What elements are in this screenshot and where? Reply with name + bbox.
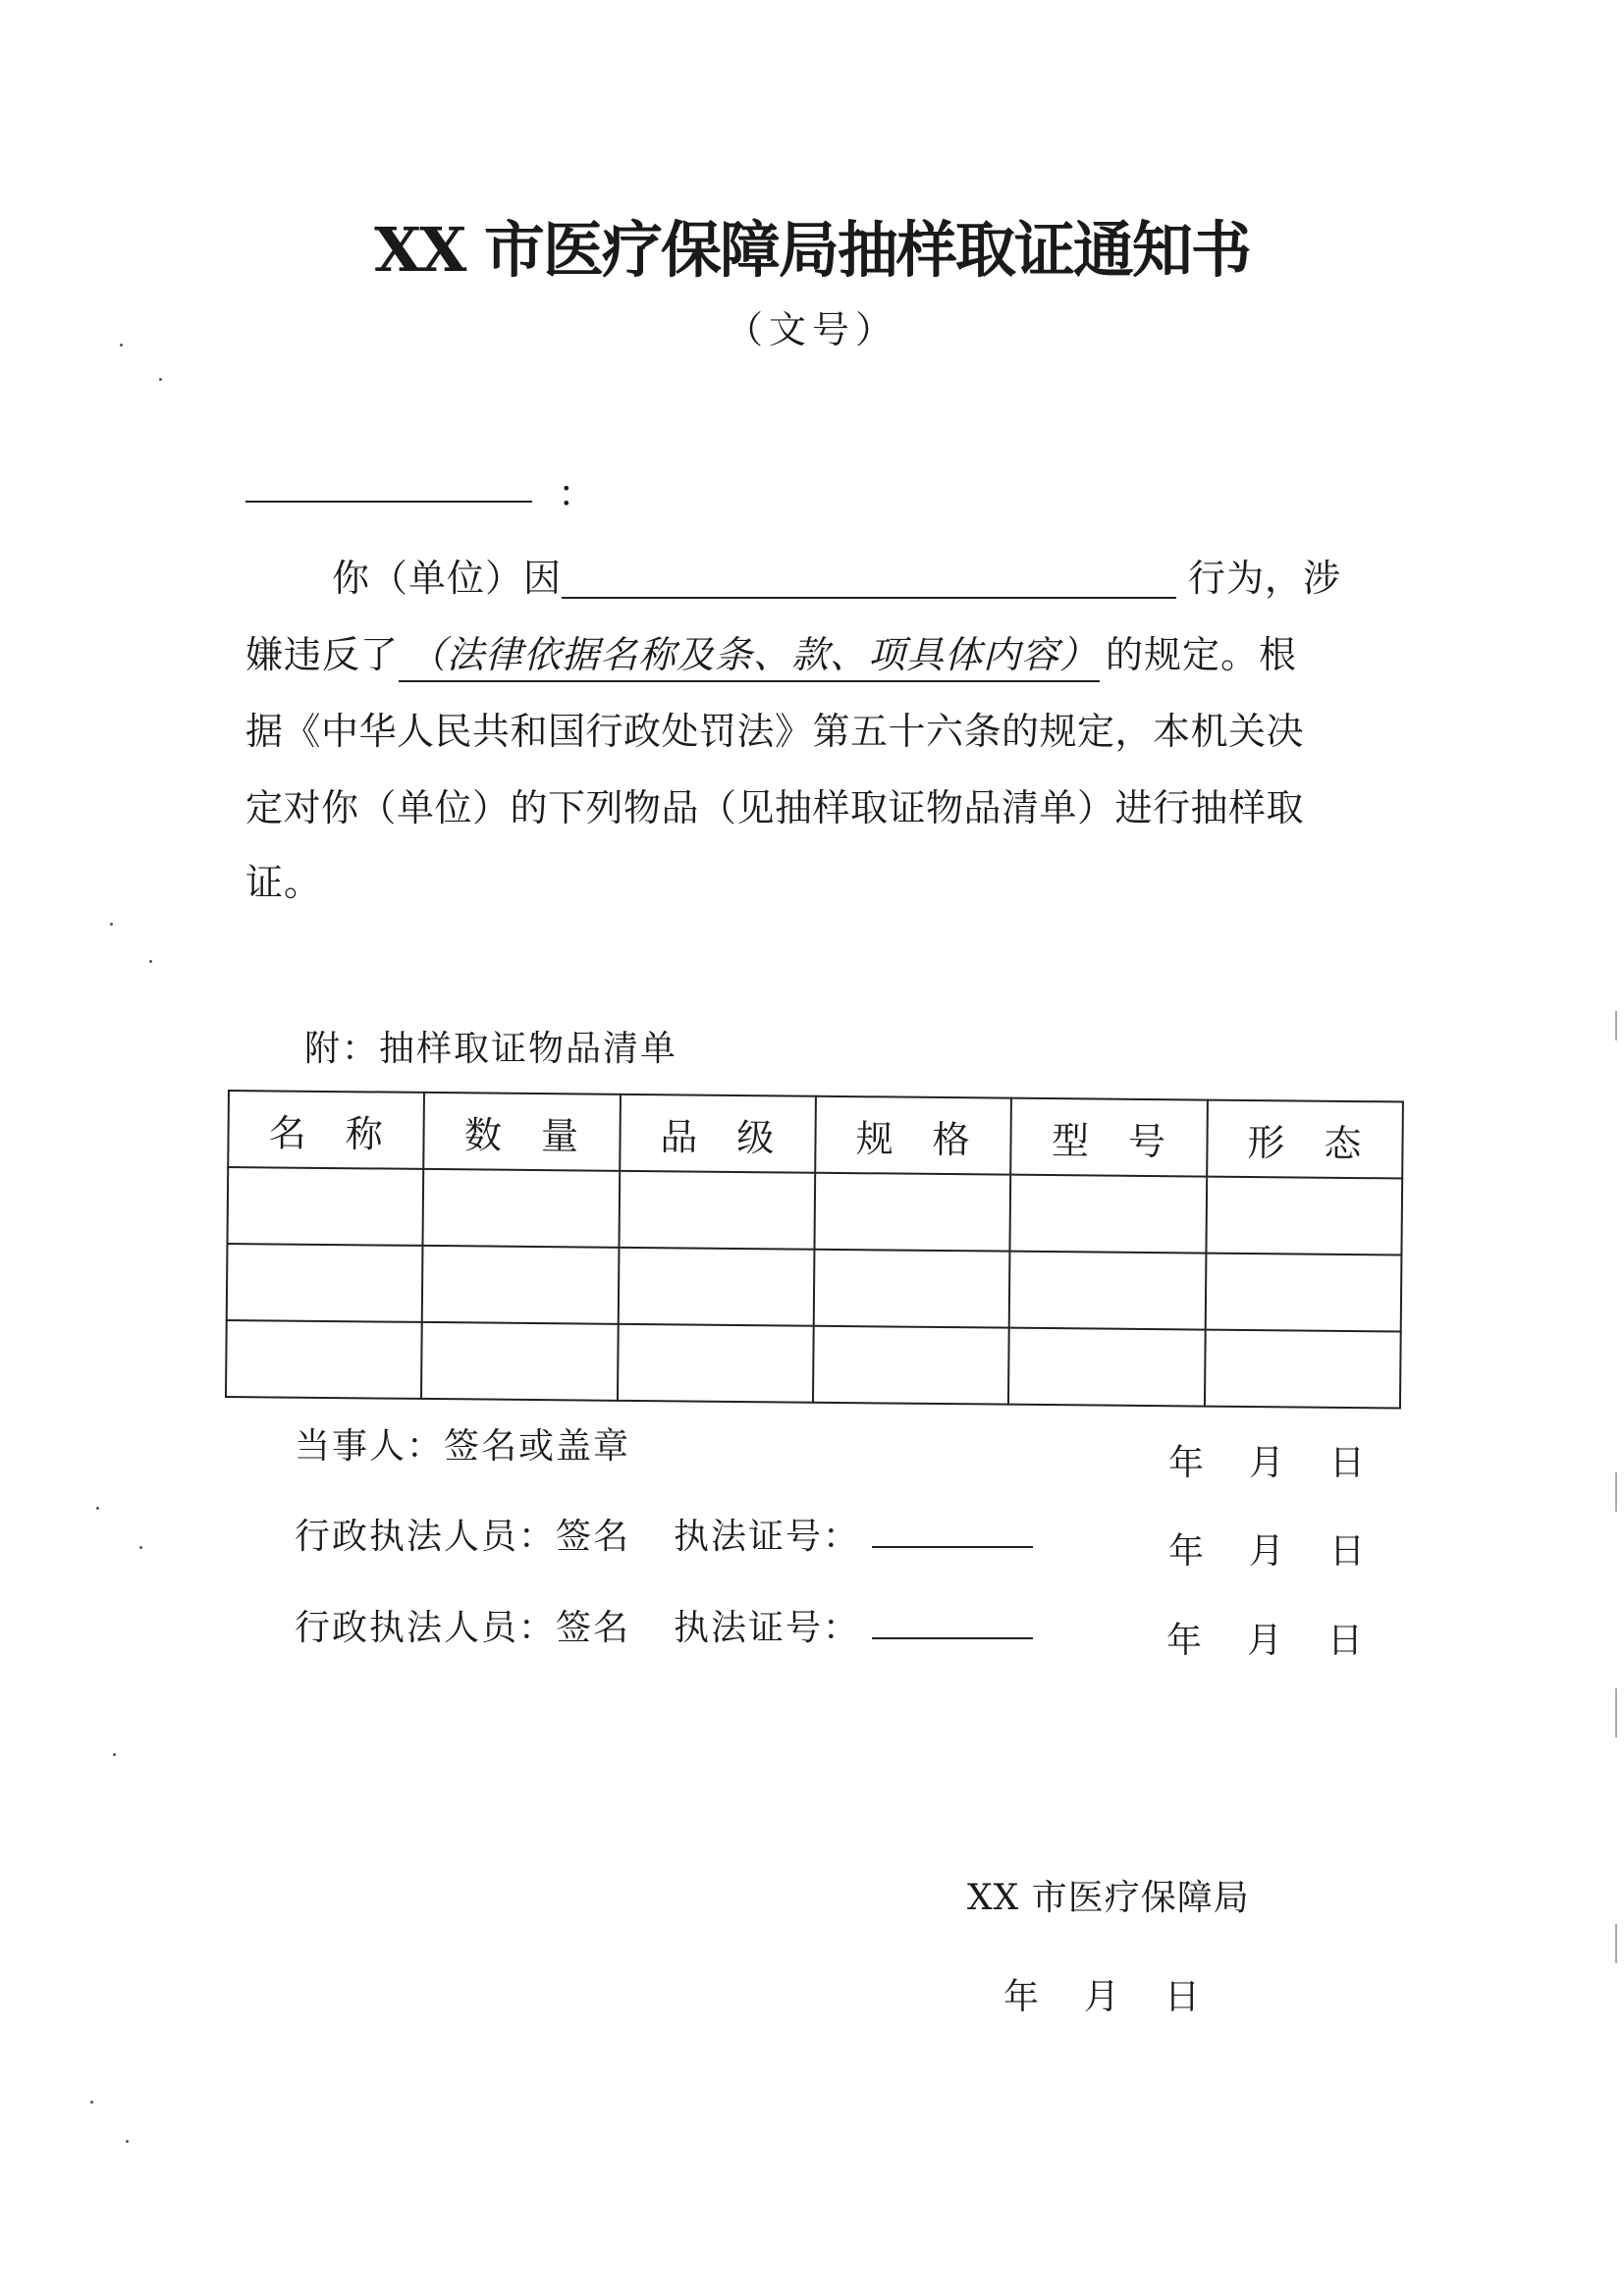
body-line-1-suffix: 行为，涉 — [1188, 557, 1342, 600]
officer-2-cert-label: 执法证号： — [674, 1608, 861, 1648]
body-line-1 — [332, 548, 1341, 602]
issuer-date[interactable] — [1003, 1969, 1202, 2019]
body-line-2-suffix: 的规定。根 — [1106, 633, 1298, 676]
table-cell[interactable] — [226, 1320, 422, 1399]
table-cell[interactable] — [422, 1246, 619, 1324]
table-cell[interactable] — [1205, 1330, 1401, 1409]
legal-basis-field[interactable]: （法律依据名称及条、款、项具体内容） — [399, 624, 1100, 682]
recipient-blank[interactable] — [245, 499, 532, 503]
date-day: 日 — [1329, 1531, 1368, 1572]
table-header-row — [228, 1091, 1403, 1178]
table-cell[interactable] — [814, 1173, 1010, 1252]
col-header-spec: 规 格 — [815, 1096, 1011, 1175]
col-header-name: 名 称 — [228, 1091, 424, 1169]
officer-2-date[interactable] — [1166, 1613, 1365, 1663]
body-line-2-prefix: 嫌违反了 — [245, 633, 400, 676]
col-header-model: 型 号 — [1011, 1098, 1208, 1177]
table-cell[interactable] — [227, 1244, 423, 1322]
document-number: （文号） — [725, 308, 898, 351]
date-month: 月 — [1084, 1977, 1122, 2017]
scan-speck — [149, 960, 152, 963]
scan-speck — [120, 344, 123, 347]
scan-edge-mark — [1615, 1924, 1617, 1963]
date-year: 年 — [1003, 1977, 1042, 2017]
table-row — [227, 1167, 1402, 1255]
violation-blank[interactable] — [562, 558, 1176, 599]
officer-1-cert-blank[interactable] — [872, 1546, 1033, 1548]
table-cell[interactable] — [227, 1167, 423, 1246]
table-cell[interactable] — [1008, 1328, 1205, 1407]
scan-speck — [126, 2140, 129, 2143]
date-year: 年 — [1166, 1621, 1205, 1661]
body-line-5: 证。 — [245, 861, 323, 904]
body-line-1-prefix: 你（单位）因 — [332, 557, 563, 600]
table-row — [227, 1244, 1402, 1331]
scan-speck — [159, 378, 162, 381]
officer-1-cert-label: 执法证号： — [674, 1517, 861, 1557]
date-day: 日 — [1327, 1621, 1366, 1661]
scan-speck — [139, 1546, 142, 1549]
date-day: 日 — [1164, 1977, 1203, 2017]
table-cell[interactable] — [1010, 1175, 1207, 1254]
date-day: 日 — [1329, 1443, 1368, 1483]
body-line-3: 据《中华人民共和国行政处罚法》第五十六条的规定，本机关决 — [245, 710, 1305, 753]
party-date[interactable] — [1168, 1435, 1367, 1485]
party-signature-label: 当事人：签名或盖章 — [295, 1426, 631, 1467]
scan-edge-mark — [1615, 1011, 1617, 1041]
table-cell[interactable] — [1206, 1177, 1402, 1255]
officer-1-date[interactable] — [1168, 1523, 1367, 1574]
table-cell[interactable] — [423, 1169, 620, 1248]
scan-edge-mark — [1615, 1688, 1617, 1737]
col-header-form: 形 态 — [1207, 1100, 1403, 1179]
date-month: 月 — [1247, 1621, 1285, 1661]
scan-speck — [113, 1753, 116, 1756]
date-month: 月 — [1249, 1443, 1287, 1483]
col-header-quantity: 数 量 — [424, 1093, 621, 1171]
table-cell[interactable] — [1205, 1254, 1401, 1332]
sample-items-table — [225, 1090, 1404, 1409]
table-cell[interactable] — [814, 1250, 1010, 1328]
body-line-2 — [245, 624, 1297, 682]
scan-speck — [110, 923, 113, 926]
body-line-4: 定对你（单位）的下列物品（见抽样取证物品清单）进行抽样取 — [245, 786, 1305, 829]
scan-edge-mark — [1615, 1472, 1617, 1512]
table-cell[interactable] — [618, 1324, 814, 1403]
table-cell[interactable] — [1009, 1252, 1206, 1330]
scan-speck — [96, 1507, 99, 1510]
officer-2-signature — [295, 1600, 1033, 1650]
table-cell[interactable] — [618, 1248, 814, 1326]
table-row — [226, 1320, 1401, 1408]
officer-1-label: 行政执法人员：签名 — [295, 1517, 631, 1557]
scan-speck — [90, 2101, 93, 2104]
document-title: XX 市医疗保障局抽样取证通知书 — [374, 214, 1250, 286]
table-cell[interactable] — [421, 1322, 618, 1401]
date-month: 月 — [1249, 1531, 1287, 1572]
table-cell[interactable] — [619, 1171, 815, 1250]
date-year: 年 — [1168, 1531, 1207, 1572]
date-year: 年 — [1168, 1443, 1207, 1483]
table-cell[interactable] — [813, 1326, 1009, 1405]
salutation-colon: ： — [558, 472, 596, 515]
col-header-grade: 品 级 — [620, 1095, 816, 1173]
officer-1-signature — [295, 1509, 1033, 1559]
officer-2-cert-blank[interactable] — [872, 1637, 1033, 1639]
issuer-name: XX 市医疗保障局 — [967, 1878, 1250, 1918]
officer-2-label: 行政执法人员：签名 — [295, 1608, 631, 1648]
attachment-label: 附：抽样取证物品清单 — [304, 1029, 678, 1069]
